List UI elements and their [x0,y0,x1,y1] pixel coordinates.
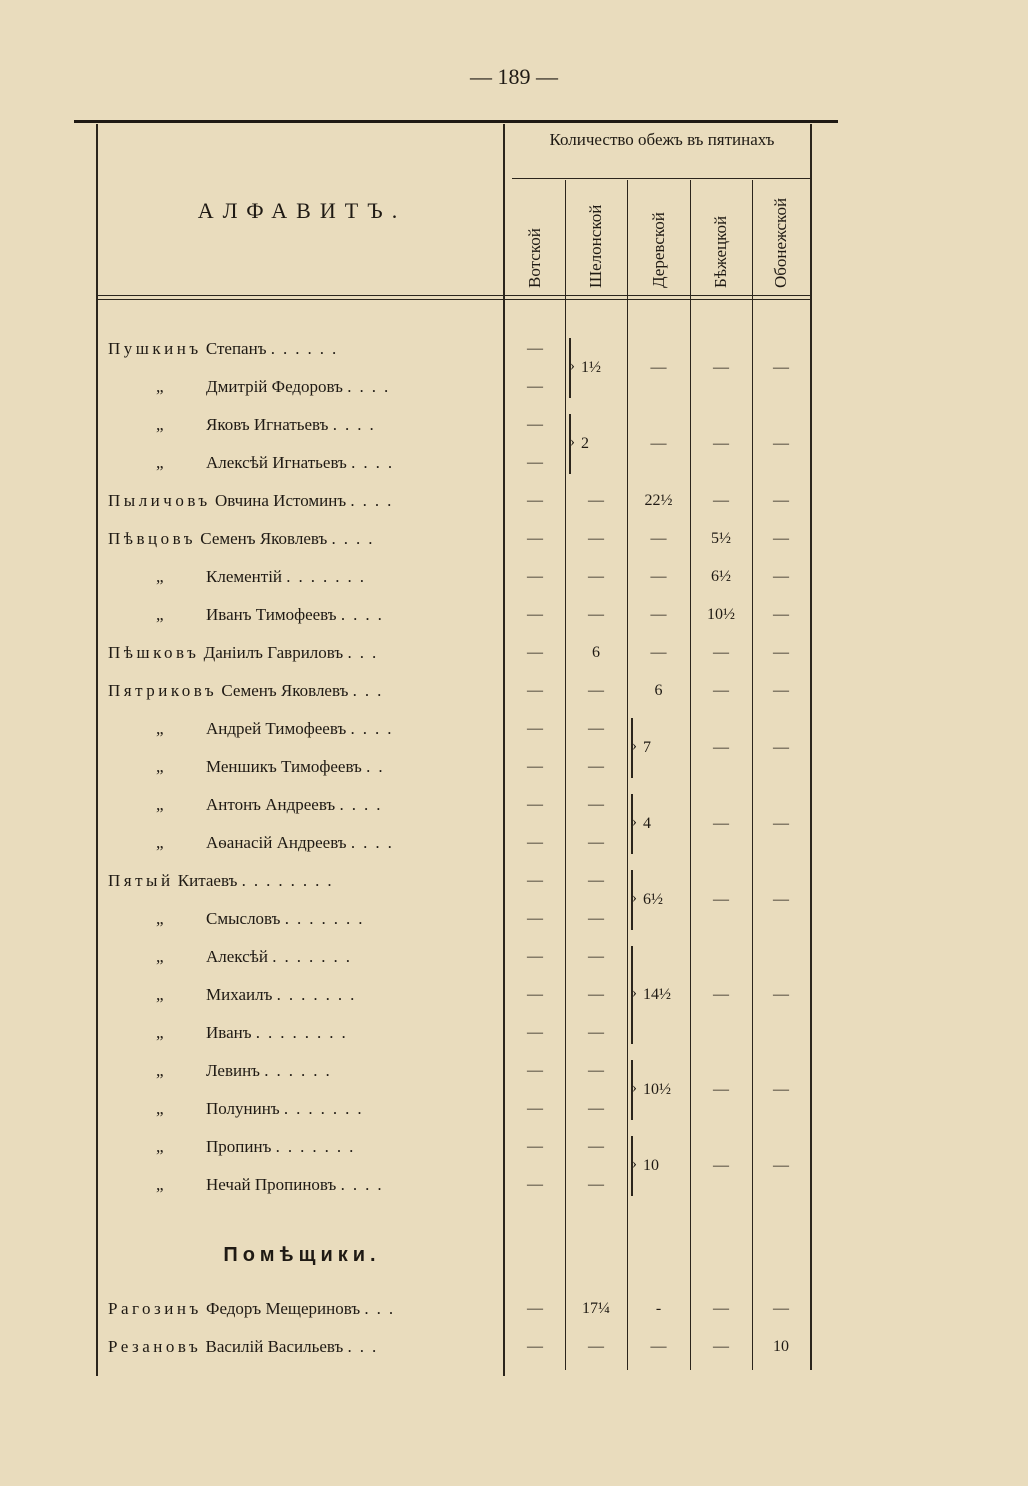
table-row [0,520,1028,558]
cell-value: — [527,834,543,851]
row-name [108,520,503,558]
brace-tip: › [632,1156,637,1172]
cell-value: — [773,606,789,623]
given-name: Левинъ [206,1061,260,1080]
row-name [108,634,503,672]
cell-value: — [773,682,789,699]
group-value: 14½ [643,986,671,1003]
surname: Пятриковъ [108,681,218,700]
cell-value: — [588,1338,604,1355]
leader-dots: .... [351,453,401,472]
leader-dots: ....... [286,567,373,586]
table-row [0,748,1028,786]
surname: Резановъ [108,1337,202,1356]
cell-value: — [527,872,543,889]
ditto-mark: „ [156,567,164,586]
brace-tip: › [632,985,637,1001]
ditto-mark: „ [156,605,164,624]
table-row [0,1166,1028,1204]
leader-dots: ...... [270,339,345,358]
surname: Пушкинъ [108,339,202,358]
cell-value: — [588,530,604,547]
group-value: 10 [643,1157,659,1174]
table-row [0,1014,1028,1052]
table-row [0,1128,1028,1166]
group-dash: — [773,435,789,452]
row-name [108,976,503,1014]
row-name [108,1052,503,1090]
table-row [0,672,1028,710]
cell-value: — [588,720,604,737]
surname: Пыличовъ [108,491,211,510]
row-name [108,900,503,938]
column-header: Деревской [648,212,668,288]
leader-dots: ....... [276,985,363,1004]
cell-value: 5½ [711,530,731,547]
cell-value: — [527,492,543,509]
table-row [0,1328,1028,1366]
brace-tip: › [632,890,637,906]
cell-value: — [527,1062,543,1079]
brace-tip: › [570,434,575,450]
given-name: Даніилъ Гавриловъ [203,643,344,662]
cell-value: — [650,1338,667,1355]
ditto-mark: „ [156,947,164,966]
group-value: 10½ [643,1081,671,1098]
table-row [0,444,1028,482]
column-header: Обонежской [771,197,790,288]
cell-value: — [588,1176,604,1193]
table-row [0,1090,1028,1128]
table-row [0,976,1028,1014]
cell-value: — [527,948,543,965]
group-dash: — [713,739,729,756]
group-dash: — [773,359,789,376]
ditto-mark: „ [156,795,164,814]
leader-dots: ...... [264,1061,338,1080]
group-title: Количество обежъ въ пятинахъ [549,130,775,149]
cell-value: — [588,986,604,1003]
leader-dots: ....... [272,947,359,966]
cell-value: — [527,758,543,775]
top-rule [74,120,838,123]
cell-value: — [527,1300,543,1317]
cell-value: — [588,1100,604,1117]
cell-value: — [588,834,604,851]
given-name: Иванъ [206,1023,252,1042]
ditto-mark: „ [156,415,164,434]
leader-dots: .... [332,415,382,434]
group-dash: — [713,1081,729,1098]
brace-tip: › [632,738,637,754]
cell-value: — [650,568,667,585]
leader-dots: ... [352,681,390,700]
group-dash: — [650,359,667,376]
leader-dots: ....... [283,1099,370,1118]
brace-tip: › [632,1080,637,1096]
cell-value: — [773,492,789,509]
table-row [0,634,1028,672]
given-name: Федоръ Мещериновъ [206,1299,361,1318]
cell-value: — [773,530,789,547]
leader-dots: ....... [284,909,371,928]
cell-value: — [588,1024,604,1041]
cell-value: — [527,378,543,395]
given-name: Яковъ Игнатьевъ [206,415,329,434]
leader-dots: .... [347,377,397,396]
cell-value: — [713,682,729,699]
surname: Пятый [108,871,174,890]
row-name [108,824,503,862]
cell-value: — [588,492,604,509]
ditto-mark: „ [156,833,164,852]
table-row [0,824,1028,862]
given-name: Нечай Пропиновъ [206,1175,337,1194]
cell-value: 6 [592,644,600,661]
surname: Рагозинъ [108,1299,202,1318]
given-name: Пропинъ [206,1137,272,1156]
cell-value: — [588,606,604,623]
cell-value: — [588,568,604,585]
group-dash: — [713,815,729,832]
table-row [0,596,1028,634]
given-name: Полунинъ [206,1099,280,1118]
group-dash: — [650,435,667,452]
leader-dots: ... [347,643,385,662]
group-dash: — [713,359,729,376]
row-name [108,938,503,976]
cell-value: — [527,910,543,927]
group-dash: — [773,986,789,1003]
cell-value: — [773,644,789,661]
cell-value: — [588,758,604,775]
group-dash: — [713,891,729,908]
table-row [0,1290,1028,1328]
cell-value: — [527,1138,543,1155]
cell-value: — [527,682,543,699]
cell-value: 10½ [707,606,735,623]
header-bottom-rule [98,295,810,296]
given-name: Смысловъ [206,909,281,928]
given-name: Антонъ Андреевъ [206,795,336,814]
group-value: 2 [581,435,589,452]
row-name [108,558,503,596]
cell-value: — [527,416,543,433]
row-name [108,1090,503,1128]
ditto-mark: „ [156,909,164,928]
group-value: 4 [643,815,651,832]
ditto-mark: „ [156,453,164,472]
row-name [108,1166,503,1204]
ditto-mark: „ [156,1099,164,1118]
given-name: Семенъ Яковлевъ [221,681,349,700]
row-name [108,444,503,482]
table-row [0,900,1028,938]
group-dash: — [713,1157,729,1174]
given-name: Меншикъ Тимофеевъ [206,757,362,776]
ditto-mark: „ [156,757,164,776]
ditto-mark: „ [156,377,164,396]
surname: Пѣвцовъ [108,529,197,548]
row-name [108,786,503,824]
header-rule [512,178,810,179]
group-dash: — [773,891,789,908]
given-name: Китаевъ [177,871,238,890]
cell-value: — [713,492,729,509]
group-dash: — [773,1157,789,1174]
cell-value: — [527,796,543,813]
column-header: Вотской [525,228,544,288]
group-dash: — [713,435,729,452]
leader-dots: .... [340,605,390,624]
cell-value: 17¼ [582,1300,610,1317]
row-name [108,406,503,444]
given-name: Михаилъ [206,985,273,1004]
group-value: 6½ [643,891,663,908]
leader-dots: .... [350,719,400,738]
given-name: Андрей Тимофеевъ [206,719,347,738]
cell-value: — [650,530,667,547]
row-name [108,748,503,786]
cell-value: — [588,872,604,889]
row-name [108,710,503,748]
leader-dots: .. [366,757,391,776]
leader-dots: ........ [255,1023,354,1042]
leader-dots: ....... [275,1137,362,1156]
row-name [108,672,503,710]
table-row [0,786,1028,824]
row-name [108,368,503,406]
cell-value: — [527,1176,543,1193]
row-name [108,1290,503,1328]
given-name: Алексѣй Игнатьевъ [206,453,347,472]
given-name: Семенъ Яковлевъ [200,529,328,548]
brace-tip: › [570,358,575,374]
ditto-mark: „ [156,1023,164,1042]
cell-value: — [650,644,667,661]
ditto-mark: „ [156,1137,164,1156]
group-dash: — [773,1081,789,1098]
section-title: Помѣщики. [223,1244,381,1266]
alphabet-title: АЛФАВИТЪ. [197,198,407,223]
cell-value: — [650,606,667,623]
header-bottom-rule [98,299,810,300]
leader-dots: .... [339,795,389,814]
cell-value: — [773,1300,789,1317]
cell-value: — [527,1024,543,1041]
cell-value: — [527,340,543,357]
leader-dots: ... [347,1337,385,1356]
given-name: Василій Васильевъ [205,1337,344,1356]
leader-dots: .... [350,491,400,510]
table-row [0,938,1028,976]
page-number: — 189 — [470,64,558,89]
table-row [0,1052,1028,1090]
cell-value: — [588,796,604,813]
row-name [108,1328,503,1366]
cell-value: — [527,1100,543,1117]
row-name [108,1128,503,1166]
leader-dots: ........ [241,871,340,890]
leader-dots: .... [331,529,381,548]
brace-tip: › [632,814,637,830]
cell-value: — [588,1138,604,1155]
given-name: Алексѣй [206,947,269,966]
group-value: 7 [643,739,651,756]
cell-value: 10 [773,1338,789,1355]
cell-value: - [655,1300,662,1317]
row-name [108,482,503,520]
column-header: Бѣжецкой [711,215,730,288]
cell-value: 22½ [644,492,673,509]
ditto-mark: „ [156,1061,164,1080]
cell-value: — [527,530,543,547]
ditto-mark: „ [156,985,164,1004]
cell-value: — [588,682,604,699]
cell-value: — [527,644,543,661]
table-row [0,558,1028,596]
ditto-mark: „ [156,1175,164,1194]
cell-value: — [527,1338,543,1355]
given-name: Клементій [206,567,283,586]
cell-value: — [527,720,543,737]
leader-dots: .... [340,1175,390,1194]
cell-value: — [713,644,729,661]
leader-dots: .... [350,833,400,852]
group-dash: — [713,986,729,1003]
group-dash: — [773,739,789,756]
leader-dots: ... [364,1299,402,1318]
table-row [0,368,1028,406]
cell-value: — [527,568,543,585]
given-name: Степанъ [205,339,267,358]
row-name [108,1014,503,1052]
table-row [0,406,1028,444]
table-row [0,862,1028,900]
cell-value: — [527,606,543,623]
table-row [0,710,1028,748]
cell-value: — [527,986,543,1003]
given-name: Дмитрій Федоровъ [206,377,343,396]
group-dash: — [773,815,789,832]
cell-value: — [588,948,604,965]
cell-value: — [713,1338,729,1355]
row-name [108,862,503,900]
given-name: Овчина Истоминъ [214,491,347,510]
group-value: 1½ [581,359,601,376]
cell-value: — [713,1300,729,1317]
cell-value: 6 [654,682,663,699]
given-name: Иванъ Тимофеевъ [206,605,337,624]
cell-value: — [773,568,789,585]
surname: Пѣшковъ [108,643,200,662]
table-row [0,330,1028,368]
cell-value: 6½ [711,568,731,585]
cell-value: — [588,910,604,927]
given-name: Аѳанасій Андреевъ [206,833,347,852]
row-name [108,596,503,634]
column-header: Шелонской [586,204,605,288]
cell-value: — [588,1062,604,1079]
cell-value: — [527,454,543,471]
table-row [0,482,1028,520]
ditto-mark: „ [156,719,164,738]
row-name [108,330,503,368]
